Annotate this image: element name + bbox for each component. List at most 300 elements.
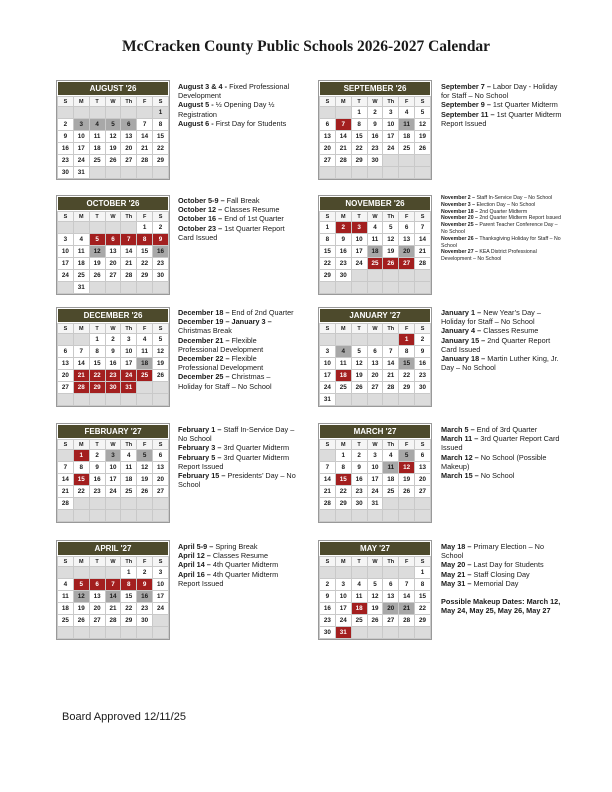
calendar-note: October 5-9 – Fall Break [178, 196, 260, 205]
calendar-note: December 18 – End of 2nd Quarter [178, 308, 294, 317]
calendar-note: December 25 – Christmas – Holiday for Staff – No School [178, 372, 272, 391]
day-cell: 3 [335, 579, 351, 591]
day-cell [399, 498, 415, 510]
weekday-label: Th [121, 212, 137, 222]
day-cell: 7 [58, 462, 74, 474]
weekday-label: Th [121, 97, 137, 107]
day-cell: 13 [415, 462, 431, 474]
day-cell: 30 [320, 627, 336, 639]
day-cell [58, 222, 74, 234]
day-cell: 21 [105, 603, 121, 615]
calendar-note: September 9 – 1st Quarter Midterm [441, 100, 558, 110]
day-cell: 20 [89, 603, 105, 615]
day-cell: 26 [73, 615, 89, 627]
day-cell: 25 [73, 270, 89, 282]
calendar-note: January 15 – 2nd Quarter Report Card Issued [441, 335, 551, 354]
day-cell: 15 [335, 474, 351, 486]
day-cell: 17 [105, 474, 121, 486]
day-cell: 27 [105, 270, 121, 282]
weekday-label: Th [121, 440, 137, 450]
calendar-note: August 3 & 4 - Fixed Professional Development [178, 82, 290, 101]
weekday-label: W [105, 324, 121, 334]
day-cell: 15 [137, 246, 153, 258]
day-cell: 10 [121, 346, 137, 358]
day-cell: 24 [105, 486, 121, 498]
notes-november [441, 195, 563, 263]
day-cell: 17 [121, 358, 137, 370]
day-cell [399, 155, 415, 167]
calendar-note: Possible Makeup Dates: March 12, May 24, May 25, May 26, May 27 [441, 597, 561, 616]
day-cell: 29 [137, 270, 153, 282]
day-cell: 12 [105, 131, 121, 143]
day-cell [121, 498, 137, 510]
day-cell [399, 627, 415, 639]
day-cell: 17 [383, 131, 399, 143]
calendar-note: March 5 – End of 3rd Quarter [441, 425, 538, 434]
day-cell: 11 [121, 462, 137, 474]
day-cell: 28 [399, 615, 415, 627]
day-cell [121, 394, 137, 406]
calendar-note: September 11 – 1st Quarter Midterm Report Issued [441, 109, 562, 128]
weekday-label: T [351, 324, 367, 334]
day-cell [335, 510, 351, 522]
day-cell [137, 394, 153, 406]
weekday-label: S [320, 557, 336, 567]
day-cell: 1 [73, 450, 89, 462]
day-cell: 31 [73, 167, 89, 179]
month-january [318, 307, 432, 407]
weekday-label: T [351, 212, 367, 222]
day-cell: 4 [73, 234, 89, 246]
day-cell [320, 107, 336, 119]
day-cell [105, 167, 121, 179]
day-cell [383, 270, 399, 282]
day-cell: 27 [58, 382, 74, 394]
day-cell: 24 [367, 486, 383, 498]
day-cell: 16 [105, 358, 121, 370]
day-cell: 19 [89, 258, 105, 270]
weekday-label: M [335, 324, 351, 334]
calendar-note: March 11 – 3rd Quarter Report Card Issued [441, 434, 560, 453]
day-cell: 31 [73, 282, 89, 294]
day-cell: 3 [351, 222, 367, 234]
day-cell: 6 [121, 119, 137, 131]
day-cell: 1 [320, 222, 336, 234]
weekday-label: F [399, 324, 415, 334]
calendar-note: December 22 – Flexible Professional Development [178, 354, 264, 373]
day-cell: 23 [351, 486, 367, 498]
day-cell [105, 107, 121, 119]
day-cell: 3 [73, 119, 89, 131]
day-cell: 26 [137, 486, 153, 498]
day-cell [367, 567, 383, 579]
day-cell: 25 [399, 143, 415, 155]
calendar-note: May 20 – Last Day for Students [441, 560, 544, 570]
day-cell: 19 [137, 474, 153, 486]
day-cell: 2 [320, 579, 336, 591]
day-cell: 4 [399, 107, 415, 119]
calendar-note: November 18 – 2nd Quarter Midterm [441, 208, 528, 215]
day-cell [320, 450, 336, 462]
day-cell: 6 [320, 119, 336, 131]
day-cell [137, 510, 153, 522]
day-cell: 1 [415, 567, 431, 579]
day-cell [58, 107, 74, 119]
day-cell [367, 510, 383, 522]
day-cell: 5 [89, 234, 105, 246]
day-cell: 26 [415, 143, 431, 155]
day-cell: 16 [415, 358, 431, 370]
day-cell: 27 [399, 258, 415, 270]
day-cell: 10 [383, 119, 399, 131]
day-cell [153, 394, 169, 406]
calendar-note: August 5 - ½ Opening Day ½ Registration [178, 100, 275, 119]
day-cell: 14 [58, 474, 74, 486]
day-cell: 13 [383, 591, 399, 603]
day-cell [383, 167, 399, 179]
day-cell: 5 [351, 346, 367, 358]
day-cell [399, 282, 415, 294]
day-cell: 2 [367, 107, 383, 119]
day-cell [153, 510, 169, 522]
day-cell: 2 [335, 222, 351, 234]
day-cell: 29 [320, 270, 336, 282]
day-cell: 6 [367, 346, 383, 358]
weekday-label: Th [121, 557, 137, 567]
weekday-label: Th [121, 324, 137, 334]
weekday-label: S [320, 97, 336, 107]
day-cell: 15 [73, 474, 89, 486]
calendar-note: May 31 – Memorial Day [441, 578, 519, 588]
day-cell: 4 [89, 119, 105, 131]
day-cell: 19 [367, 603, 383, 615]
day-cell [105, 394, 121, 406]
day-cell [335, 107, 351, 119]
weekday-label: S [415, 324, 431, 334]
day-cell: 3 [320, 346, 336, 358]
day-cell [105, 282, 121, 294]
weekday-label: M [335, 557, 351, 567]
day-cell: 27 [320, 155, 336, 167]
month-header: MAY '27 [319, 541, 431, 556]
calendar-note: January 4 – Classes Resume [441, 326, 539, 336]
day-cell: 15 [399, 358, 415, 370]
weekday-label: T [89, 324, 105, 334]
day-cell: 28 [137, 155, 153, 167]
day-cell: 16 [351, 474, 367, 486]
month-header: NOVEMBER '26 [319, 196, 431, 211]
day-cell [89, 222, 105, 234]
weekday-label: Th [383, 212, 399, 222]
day-cell: 23 [105, 370, 121, 382]
day-cell: 20 [58, 370, 74, 382]
day-cell: 12 [137, 462, 153, 474]
day-cell: 27 [383, 615, 399, 627]
calendar-note [441, 588, 563, 597]
day-cell: 25 [89, 155, 105, 167]
day-cell: 4 [351, 579, 367, 591]
weekday-label: S [320, 440, 336, 450]
weekday-label: T [351, 97, 367, 107]
weekday-label: F [137, 97, 153, 107]
day-cell: 27 [153, 486, 169, 498]
day-cell: 18 [399, 131, 415, 143]
day-cell: 7 [137, 119, 153, 131]
day-cell: 11 [89, 131, 105, 143]
day-cell [89, 282, 105, 294]
day-cell [105, 222, 121, 234]
weekday-label: F [399, 97, 415, 107]
day-cell: 9 [137, 579, 153, 591]
day-cell [89, 498, 105, 510]
day-cell: 25 [137, 370, 153, 382]
calendar-note: January 18 – Martin Luther King, Jr. Day – No School [441, 354, 559, 373]
weekday-label: T [351, 440, 367, 450]
day-cell [399, 394, 415, 406]
day-cell: 14 [335, 131, 351, 143]
month-september [318, 80, 432, 180]
day-cell: 2 [415, 334, 431, 346]
day-cell: 18 [137, 358, 153, 370]
day-cell: 12 [153, 346, 169, 358]
day-cell [351, 282, 367, 294]
day-cell: 2 [153, 222, 169, 234]
calendar-note: February 15 – Presidents’ Day – No School [178, 471, 296, 490]
calendar-note: November 20 – 2nd Quarter Midterm Report Issued [441, 215, 561, 222]
day-cell [351, 334, 367, 346]
day-cell: 8 [153, 119, 169, 131]
day-cell [58, 394, 74, 406]
day-cell: 13 [121, 131, 137, 143]
day-cell: 22 [399, 370, 415, 382]
day-cell: 17 [320, 370, 336, 382]
day-cell: 4 [121, 450, 137, 462]
day-cell: 24 [320, 382, 336, 394]
day-cell: 14 [383, 358, 399, 370]
day-cell: 24 [351, 258, 367, 270]
day-cell [137, 282, 153, 294]
month-header: SEPTEMBER '26 [319, 81, 431, 96]
weekday-label: S [320, 324, 336, 334]
day-cell: 31 [367, 498, 383, 510]
weekday-label: M [73, 324, 89, 334]
day-cell: 24 [335, 615, 351, 627]
day-cell: 28 [415, 258, 431, 270]
day-cell: 26 [351, 382, 367, 394]
notes-may [441, 542, 563, 616]
day-cell: 2 [351, 450, 367, 462]
day-cell [105, 510, 121, 522]
day-cell [351, 627, 367, 639]
day-cell: 12 [367, 591, 383, 603]
day-cell: 15 [153, 131, 169, 143]
calendar-note: November 3 – Election Day – No School [441, 201, 536, 208]
calendar-note: December 19 – January 3 – Christmas Break [178, 317, 272, 336]
month-may [318, 540, 432, 640]
day-cell [320, 167, 336, 179]
month-header: FEBRUARY '27 [57, 424, 169, 439]
weekday-label: F [399, 557, 415, 567]
day-cell: 4 [335, 346, 351, 358]
day-cell: 5 [399, 450, 415, 462]
day-cell: 18 [383, 474, 399, 486]
day-cell: 27 [367, 382, 383, 394]
day-cell: 27 [121, 155, 137, 167]
day-cell: 23 [415, 370, 431, 382]
day-cell: 5 [137, 450, 153, 462]
day-cell: 13 [367, 358, 383, 370]
day-cell: 13 [399, 234, 415, 246]
day-cell: 24 [153, 603, 169, 615]
day-cell: 23 [137, 603, 153, 615]
weekday-label: W [367, 212, 383, 222]
weekday-label: T [89, 557, 105, 567]
day-cell: 6 [58, 346, 74, 358]
day-cell: 30 [335, 270, 351, 282]
notes-march [441, 425, 563, 480]
day-cell: 19 [105, 143, 121, 155]
day-cell: 1 [153, 107, 169, 119]
day-cell: 3 [367, 450, 383, 462]
day-cell [335, 282, 351, 294]
day-cell: 28 [73, 382, 89, 394]
day-cell: 6 [383, 579, 399, 591]
day-cell [335, 394, 351, 406]
day-cell [367, 282, 383, 294]
day-cell: 11 [137, 346, 153, 358]
day-cell: 21 [121, 258, 137, 270]
day-cell: 28 [58, 498, 74, 510]
day-cell: 8 [351, 119, 367, 131]
day-cell [383, 567, 399, 579]
day-cell: 25 [351, 615, 367, 627]
day-cell: 9 [351, 462, 367, 474]
day-cell: 13 [89, 591, 105, 603]
day-cell: 29 [89, 382, 105, 394]
day-cell [415, 282, 431, 294]
calendar-note: November 27 – KEA District Professional Development – No School [441, 249, 537, 263]
notes-october [178, 196, 296, 242]
weekday-label: W [105, 212, 121, 222]
day-cell [73, 567, 89, 579]
day-cell [415, 394, 431, 406]
month-header: OCTOBER '26 [57, 196, 169, 211]
day-cell: 14 [399, 591, 415, 603]
day-cell: 9 [367, 119, 383, 131]
day-cell: 14 [105, 591, 121, 603]
day-cell: 10 [58, 246, 74, 258]
day-cell [367, 167, 383, 179]
day-cell: 26 [399, 486, 415, 498]
day-cell: 5 [383, 222, 399, 234]
day-cell: 23 [335, 258, 351, 270]
weekday-label: F [399, 440, 415, 450]
day-cell [73, 510, 89, 522]
day-cell: 19 [415, 131, 431, 143]
day-cell: 20 [320, 143, 336, 155]
day-cell: 8 [121, 579, 137, 591]
calendar-note: April 12 – Classes Resume [178, 551, 269, 561]
day-cell: 24 [121, 370, 137, 382]
day-cell: 26 [105, 155, 121, 167]
day-cell: 21 [399, 603, 415, 615]
day-cell [383, 627, 399, 639]
calendar-note: November 26 – Thanksgiving Holiday for Staff – No School [441, 235, 561, 249]
day-cell [89, 567, 105, 579]
day-cell: 22 [351, 143, 367, 155]
calendar-note: November 25 – Parent Teacher Conference Day – No School [441, 222, 558, 235]
weekday-label: Th [383, 440, 399, 450]
day-cell: 10 [153, 579, 169, 591]
day-cell [58, 627, 74, 639]
day-cell: 10 [335, 591, 351, 603]
day-cell: 30 [137, 615, 153, 627]
day-cell: 19 [73, 603, 89, 615]
month-header: AUGUST '26 [57, 81, 169, 96]
day-cell: 7 [121, 234, 137, 246]
day-cell: 20 [415, 474, 431, 486]
calendar-note: February 3 – 3rd Quarter Midterm [178, 443, 290, 453]
day-cell: 13 [58, 358, 74, 370]
day-cell: 23 [89, 486, 105, 498]
day-cell [153, 627, 169, 639]
day-cell: 29 [415, 615, 431, 627]
weekday-label: T [89, 440, 105, 450]
day-cell: 16 [153, 246, 169, 258]
day-cell: 30 [351, 498, 367, 510]
day-cell: 5 [153, 334, 169, 346]
day-cell: 11 [58, 591, 74, 603]
day-cell: 21 [73, 370, 89, 382]
day-cell [73, 498, 89, 510]
day-cell [121, 222, 137, 234]
day-cell [153, 498, 169, 510]
day-cell [137, 382, 153, 394]
day-cell: 14 [73, 358, 89, 370]
day-cell: 7 [415, 222, 431, 234]
day-cell: 15 [89, 358, 105, 370]
day-cell: 28 [335, 155, 351, 167]
month-march [318, 423, 432, 523]
day-cell: 16 [58, 143, 74, 155]
weekday-label: W [367, 97, 383, 107]
day-cell: 11 [335, 358, 351, 370]
day-cell: 3 [58, 234, 74, 246]
day-cell: 25 [383, 486, 399, 498]
month-header: APRIL '27 [57, 541, 169, 556]
day-cell: 6 [153, 450, 169, 462]
day-cell: 22 [89, 370, 105, 382]
day-cell: 5 [73, 579, 89, 591]
day-cell: 19 [153, 358, 169, 370]
day-cell: 22 [153, 143, 169, 155]
day-cell: 18 [73, 258, 89, 270]
day-cell: 8 [137, 234, 153, 246]
calendar-note: May 18 – Primary Election – No School [441, 542, 545, 561]
calendar-note: December 21 – Flexible Professional Development [178, 335, 264, 354]
day-cell: 7 [105, 579, 121, 591]
weekday-label: T [351, 557, 367, 567]
day-cell: 13 [320, 131, 336, 143]
day-cell [137, 167, 153, 179]
day-cell: 3 [153, 567, 169, 579]
day-cell: 10 [105, 462, 121, 474]
weekday-label: W [367, 557, 383, 567]
month-header: DECEMBER '26 [57, 308, 169, 323]
day-cell: 29 [351, 155, 367, 167]
day-cell: 6 [415, 450, 431, 462]
day-cell: 25 [367, 258, 383, 270]
